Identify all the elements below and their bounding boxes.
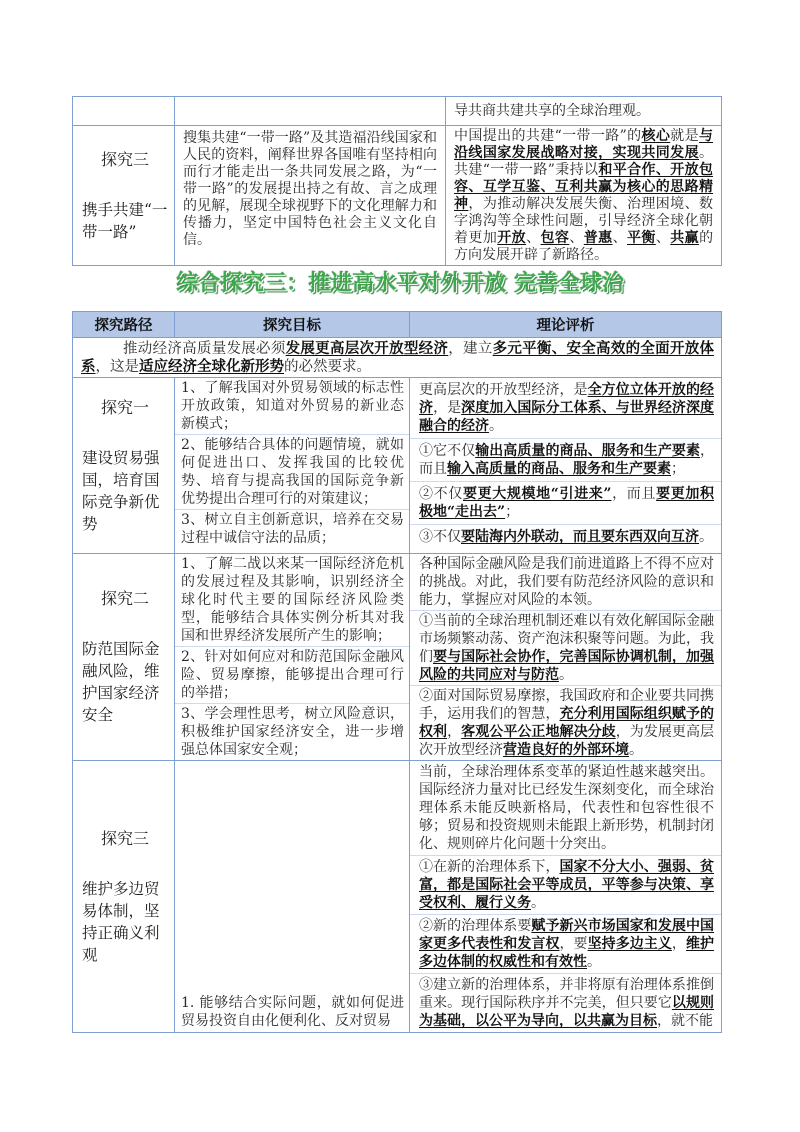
text-run: ①当前的全球治理机制还难以有效化解国际金融市场频繁动荡、资产泡沫积聚等问题。为此，我们 <box>419 613 714 665</box>
text-run: 推动经济高质量发展必须 <box>123 340 286 357</box>
text-run: 的方向发展开辟了新路径。 <box>454 229 714 263</box>
continued-inquiry-table <box>72 96 722 266</box>
text-run: ③不仅 <box>419 529 461 545</box>
table-header-row <box>73 312 722 338</box>
table-row <box>73 761 722 1033</box>
analysis-paragraph <box>410 524 721 549</box>
analysis-cell <box>410 378 722 553</box>
key-point-text: 输入高质量的商品、服务和生产要素 <box>447 461 671 477</box>
table-row <box>73 126 722 266</box>
text-run: 2、针对如何应对和防范国际金融风险、贸易摩擦，能够提出合理可行的举措； <box>181 649 404 701</box>
text-run: 中国提出的共建“一带一路”的 <box>454 127 642 144</box>
key-point-text: 输出高质量的商品、服务和生产要素 <box>475 443 701 459</box>
text-run: ，要 <box>559 936 588 952</box>
goal-paragraph <box>175 126 445 253</box>
text-run: 2、能够结合具体的问题情境，就如何促进出口、发挥我国的比较优势、培育与提高我国的国际竞争新优势提出合理可行的对策建议； <box>181 437 404 507</box>
path-cell <box>73 554 175 760</box>
key-point-text: 适应经济全球化新形势 <box>139 357 284 375</box>
key-point-text: 包容 <box>540 229 570 246</box>
key-point-text: 与沿线国家发展战略对接，实现共同发展 <box>454 127 714 161</box>
analysis-cell <box>446 97 722 125</box>
key-point-text: 维护多边体制的权威性和有效性 <box>419 936 715 970</box>
text-run: ，而且 <box>611 486 657 502</box>
text-run: ①它不仅 <box>419 443 476 459</box>
column-header: 理论评析 <box>410 312 722 337</box>
analysis-paragraph <box>410 378 721 438</box>
analysis-paragraph <box>446 127 721 265</box>
key-point-text: 多元平衡、安全高效的全面开放体系 <box>81 339 715 375</box>
key-point-text: 深度加入国际分工体系、与世界经济深度融合的经济 <box>419 400 715 434</box>
table-intro-row <box>73 338 722 378</box>
key-point-text: 国家不分大小、强弱、贫富，都是国际社会平等成员，平等参与决策、享受权利、履行义务 <box>419 859 714 911</box>
path-title: 探究一 <box>100 397 149 417</box>
text-run: 1、了解我国对外贸易领域的标志性开放政策，知道对外贸易的新业态新模式； <box>181 380 404 432</box>
text-run: 更高层次的开放型经济，是 <box>419 382 588 398</box>
analysis-cell <box>410 761 722 1032</box>
text-run: ，是 <box>433 400 462 416</box>
text-run: ②新的治理体系要 <box>419 918 532 934</box>
goal-cell <box>175 378 410 553</box>
key-point-text: 坚持多边主义 <box>587 936 672 952</box>
analysis-paragraph <box>410 481 721 524</box>
key-point-text: 平衡 <box>627 229 656 246</box>
text-run: 3、学会理性思考，树立风险意识，积极维护国家经济安全，进一步增强总体国家安全观； <box>181 706 404 758</box>
goal-item <box>175 992 409 1032</box>
text-run: ②面对国际贸易摩擦，我国政府和企业要共同携手，运用我们的智慧， <box>419 688 714 722</box>
text-run: ； <box>505 504 520 520</box>
table-row <box>73 97 722 126</box>
key-point-text: 共赢 <box>670 229 700 246</box>
intro-cell <box>73 338 722 377</box>
text-run: 、 <box>569 229 584 246</box>
analysis-paragraph <box>410 761 721 855</box>
text-run: 当前，全球治理体系变革的紧迫性越来越突出。国际经济力量对比已经发生深刻变化，而全球治理体系未能反映新格局，代表性和包容性很不够；贸易和投资规则未能跟上新形势，机制封闭化、规则碎片化问题十分突出。 <box>419 764 714 852</box>
analysis-paragraph <box>410 685 721 760</box>
key-point-text: 要与国际社会协作，完善国际协调机制，加强风险的共同应对与防范 <box>419 649 715 683</box>
text-run: ，就不能 <box>657 1013 713 1029</box>
analysis-paragraph <box>410 438 721 481</box>
inquiry-table <box>72 311 722 1033</box>
goal-item <box>175 554 409 646</box>
table-row <box>73 554 722 761</box>
text-run: 。 <box>699 529 713 545</box>
section-heading: 综合探究三：推进高水平对外开放 完善全球治 <box>176 270 624 296</box>
path-cell <box>73 378 175 553</box>
text-run: 1. 能够结合实际问题，就如何促进贸易投资自由化便利化、反对贸易 <box>181 995 404 1029</box>
path-label: 防范国际金融风险，维护国家经济安全 <box>82 640 160 724</box>
table-row <box>73 378 722 554</box>
text-run: ，为推动解决发展失衡、治理困境、数字鸿沟等全球性问题，引导经济全球化朝着更加 <box>454 195 714 246</box>
column-header: 探究目标 <box>175 312 410 337</box>
key-point-text: 发展更高层次开放型经济 <box>285 339 449 357</box>
analysis-cell <box>446 126 722 265</box>
text-run: 的必然要求。 <box>284 358 371 375</box>
key-point-text: 要陆海内外联动，而且要东西双向互济 <box>461 529 699 545</box>
path-title: 探究三 <box>100 149 149 169</box>
key-point-text: 赋予新兴市场国家和发展中国家更多代表性和发言权 <box>419 918 715 952</box>
text-run: ，建立 <box>448 340 493 357</box>
key-point-text: 营造良好的外部环境 <box>503 742 629 758</box>
text-run: 。 <box>489 418 503 434</box>
goal-item <box>175 434 409 509</box>
text-run: ，而且 <box>419 443 715 477</box>
key-point-text: 以规则为基础，以公平为导向，以共赢为目标 <box>419 995 715 1029</box>
text-run: 。 <box>629 742 643 758</box>
goal-cell <box>175 554 410 760</box>
text-run: ③建立新的治理体系，并非将原有治理体系推倒重来。现行国际秩序并不完美，但只要它 <box>419 977 714 1011</box>
key-point-text: 普惠 <box>583 229 613 246</box>
text-run: ， <box>447 724 462 740</box>
key-point-text: 和平合作、开放包容、互学互鉴、互利共赢为核心的思路精神 <box>454 161 714 212</box>
path-cell <box>73 761 175 1032</box>
text-run: ①在新的治理体系下， <box>419 859 560 875</box>
text-run: 导共商共建共享的全球治理观。 <box>454 102 650 119</box>
text-run: 。 <box>531 895 545 911</box>
key-point-text: 充分利用国际组织赋予的权利 <box>419 706 714 740</box>
goal-item <box>175 509 409 548</box>
key-point-text: 核心 <box>641 127 671 144</box>
text-run: ，这是 <box>95 358 139 375</box>
text-run: ， <box>671 936 686 952</box>
goal-cell <box>175 126 446 265</box>
analysis-cell <box>410 554 722 760</box>
text-run: 。 <box>587 954 601 970</box>
goal-item <box>175 646 409 703</box>
key-point-text: 全方位立体开放的经济 <box>419 382 715 416</box>
path-cell <box>73 97 175 125</box>
path-title: 探究二 <box>100 589 149 608</box>
text-run: 搜集共建“一带一路”及其造福沿线国家和人民的资料，阐释世界各国唯有坚持相向而行才能走出一条共同发展之路，为“一带一路”的发展提出持之有故、言之成理的见解，展现全球视野下的文化理解力和传播力，坚定中国特色社会主义文化自信。 <box>183 130 437 248</box>
text-run: 1、了解二战以来某一国际经济危机的发展过程及其影响，识别经济全球化时代主要的国际经济风险类型，能够结合具体实例分析其对我国和世界经济发展所产生的影响； <box>181 556 404 644</box>
text-run: 。 <box>559 667 573 683</box>
key-point-text: 客观公平公正地解决分歧 <box>461 724 616 740</box>
analysis-paragraph <box>410 554 721 610</box>
analysis-paragraph <box>410 914 721 973</box>
text-run: 、 <box>655 229 671 246</box>
text-run: ②不仅 <box>419 486 463 502</box>
text-run: 3、树立自主创新意识，培养在交易过程中诚信守法的品质； <box>181 512 404 546</box>
intro-paragraph <box>73 340 721 376</box>
analysis-paragraph <box>410 973 721 1032</box>
text-run: 就是 <box>670 127 700 144</box>
path-title: 探究三 <box>100 828 149 848</box>
path-cell <box>73 126 175 265</box>
key-point-text: 要更大规模地“引进来” <box>462 486 612 502</box>
analysis-paragraph <box>446 102 721 121</box>
key-point-text: 要更加积极地“走出去” <box>419 486 715 520</box>
text-run: 、 <box>612 229 627 246</box>
text-run: ，为发展更高层次开放型经济 <box>419 724 715 758</box>
text-run: 、 <box>526 229 541 246</box>
text-run: ； <box>671 461 685 477</box>
column-header: 探究路径 <box>73 312 175 337</box>
analysis-paragraph <box>410 610 721 685</box>
goal-cell <box>175 97 446 125</box>
text-run: 各种国际金融风险是我们前进道路上不得不应对的挑战。对此，我们要有防范经济风险的意识和能力，掌握应对风险的本领。 <box>419 556 714 608</box>
goal-cell <box>175 761 410 1032</box>
goal-item <box>175 378 409 434</box>
key-point-text: 开放 <box>497 229 527 246</box>
path-label: 携手共建“一带一路” <box>82 200 168 241</box>
path-label: 维护多边贸易体制，坚持正确义利观 <box>82 879 160 964</box>
path-label: 建设贸易强国，培育国际竞争新优势 <box>82 448 160 533</box>
text-run: 。共建“一带一路”秉持以 <box>454 144 713 178</box>
goal-item <box>175 703 409 760</box>
analysis-paragraph <box>410 855 721 914</box>
